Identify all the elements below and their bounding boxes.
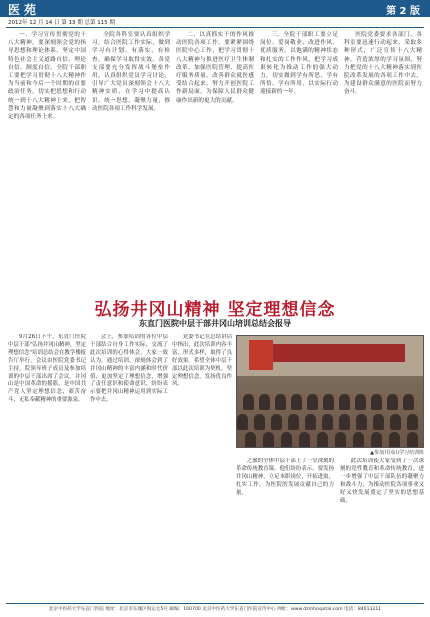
footer-divider (6, 603, 424, 604)
header-divider (6, 27, 424, 28)
photo-caption-text: 参加井冈山学习培训班 (373, 450, 424, 456)
issue-dateline: 2012年 12 月 14 日 第 13 期 总第 115 期 (8, 20, 115, 26)
article-column (172, 334, 232, 600)
article-paragraph: 医院党委要求各部门、各科室要迅速行动起来，采取多种形式，广泛宣传十八大精神，营造浓厚的学习氛围，努力把党的十八大精神落实到医院改革发展的各项工作中去，为建设群众满意的医院而努力奋斗。 (344, 32, 422, 96)
newspaper-title: 医苑 (8, 3, 41, 17)
article-paragraph: 9月26日下午，东直门医院中层干部"弘扬井冈山精神，坚定理想信念"培训总结会在教学楼报告厅举行。会议由医院党委书记主持，院领导班子成员及参加培训的中层干部出席了会议。井冈山是中国革命的摇篮，是中国共产党人坚定理想信念、艰苦奋斗、无私奉献精神的重要源泉。 (8, 334, 86, 404)
top-article (8, 31, 422, 289)
article-column (344, 31, 422, 289)
article-column (92, 31, 170, 289)
article-paragraph: 党委书记在总结讲话中指出，此次培训内容丰富、形式多样，取得了良好效果。希望全体中层干部以此次培训为契机，坚定理想信念，发扬优良作风， (172, 334, 232, 388)
article-paragraph: 三、全院干部职工要立足岗位、爱岗敬业、改进作风、优质服务，以饱满的精神状态和扎实的工作作风，把学习成果转化为推动工作的强大动力，切实做到学有所思、学有所悟、学有所用，以实际行动迎接新的一年。 (260, 32, 338, 96)
page-footer: 北京中医药大学东直门医院 地址：北京市东城区海运仓5号 邮编：100700 北京中医药大学东直门医院宣传中心 网址：www.dzmhospital.com 电话：84013211 (48, 607, 382, 612)
article-paragraph: 全院各科室要认真组织学习，结合医院工作实际，做到学习有计划、有落实、有检查，确保学习取得实效。各党支部要充分发挥战斗堡垒作用，认真组织党员学习讨论，引导广大党员深刻领会十八大精神实质，在学习中提高认识、统一思想、凝聚力量，推动医院各项工作科学发展。 (92, 32, 170, 112)
article-paragraph: 一、学习宣传贯彻党的十八大精神，要深刻领会党的指导思想和理论体系，坚定中国特色社会主义道路自信、理论自信、制度自信。全院干部职工要把学习贯彻十八大精神作为当前和今后一个时期的首要政治任务，切实把思想和行动统一到十八大精神上来，把智慧和力量凝聚到落实十八大确定的各项任务上来。 (8, 32, 86, 121)
article-column (260, 31, 338, 289)
photo-flag (249, 340, 273, 370)
article-column (90, 334, 168, 600)
article-column (236, 458, 334, 600)
article-column (176, 31, 254, 289)
article-subheadline: 东直门医院中层干部井冈山培训总结会报导 (139, 319, 291, 328)
photo-audience-row (237, 432, 424, 448)
page-number: 第 2 版 (386, 6, 420, 17)
photo-caption: ▲参加井冈山学习培训班 (370, 450, 424, 456)
photo-banner (257, 344, 405, 362)
article-paragraph: 之旅的全体中层干部上了一堂深刻的革命传统教育课。他们纷纷表示，要发扬井冈山精神，立足本职岗位，开拓进取，扎实工作，为医院的发展贡献自己的力量。 (236, 458, 334, 496)
article-paragraph: 会上，参加培训的各位中层干部结合自身工作实际，交流了此次培训的心得体会。大家一致认为，通过培训，深刻体会到了井冈山精神的丰富内涵和时代价值，更加坚定了理想信念，增强了责任意识和使命意识，纷纷表示要把井冈山精神运用到实际工作中去。 (90, 334, 168, 404)
article-paragraph: 此次培训使大家受到了一次深刻的党性教育和革命传统教育，进一步增强了中层干部队伍的凝聚力和战斗力，为推动医院各项事业又好又快发展奠定了坚实的思想基础。 (340, 458, 424, 504)
masthead-bar (0, 0, 430, 17)
meeting-photo (236, 335, 424, 448)
article-paragraph: 二、以真抓实干的作风推动医院各项工作。要紧紧围绕医院中心工作，把学习贯彻十八大精神与推进医疗卫生体制改革、加强医院管理、提高医疗服务质量、改善群众就医感受结合起来，努力开创医院工作新局面，为保障人民群众健康作出新的更大的贡献。 (176, 32, 254, 104)
article-column (8, 31, 86, 289)
article-headline: 弘扬井冈山精神 坚定理想信念 (94, 300, 336, 320)
article-column (340, 458, 424, 600)
article-column (8, 334, 86, 600)
photo-audience-row (237, 394, 424, 410)
photo-audience-row (237, 414, 424, 430)
